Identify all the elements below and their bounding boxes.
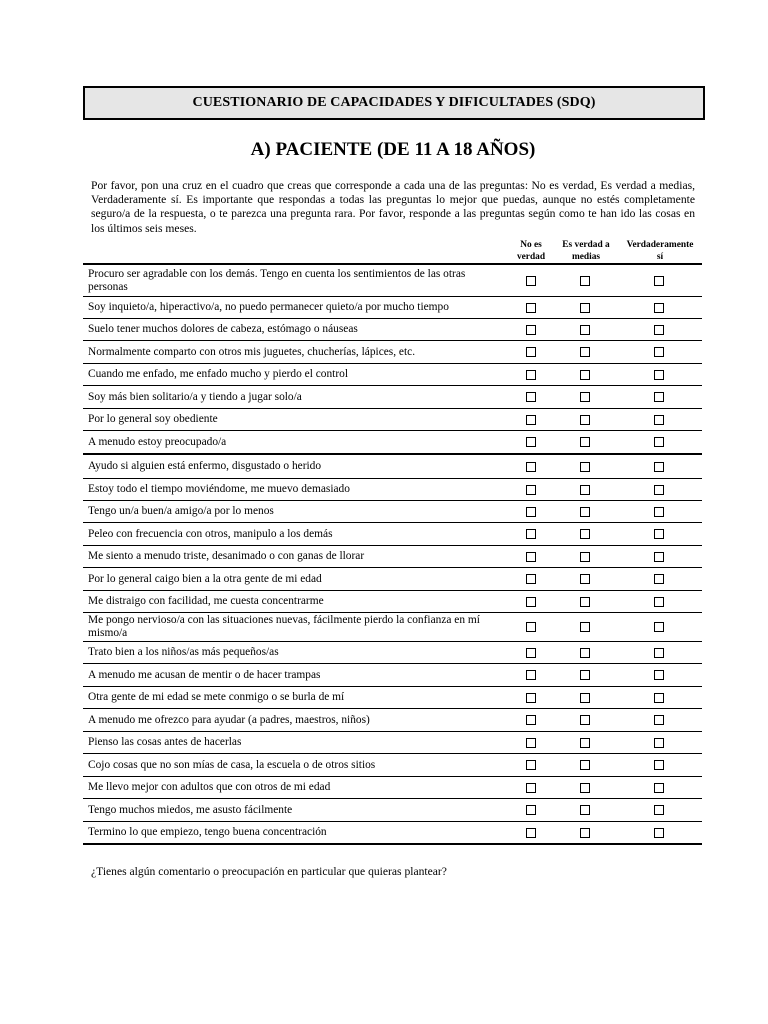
verdaderamente-si-checkbox[interactable] [654, 462, 664, 472]
no-es-verdad-checkbox[interactable] [526, 437, 536, 447]
no-es-verdad-checkbox[interactable] [526, 415, 536, 425]
es-verdad-a-medias-checkbox[interactable] [580, 303, 590, 313]
es-verdad-a-medias-checkbox[interactable] [580, 574, 590, 584]
question-text: Me siento a menudo triste, desanimado o con ganas de llorar [88, 550, 365, 563]
question-row [83, 500, 702, 522]
question-row [83, 753, 702, 776]
question-row [83, 385, 702, 408]
column-header-no-es-verdad-line1: No es [520, 240, 542, 250]
questions-table [83, 263, 702, 845]
question-text: Por lo general caigo bien a la otra gente de mi edad [88, 572, 322, 585]
es-verdad-a-medias-checkbox[interactable] [580, 529, 590, 539]
es-verdad-a-medias-checkbox[interactable] [580, 552, 590, 562]
question-text: Normalmente comparto con otros mis juguetes, chucherías, lápices, etc. [88, 345, 416, 358]
verdaderamente-si-checkbox[interactable] [654, 670, 664, 680]
no-es-verdad-checkbox[interactable] [526, 370, 536, 380]
instructions-text: Por favor, pon una cruz en el cuadro que creas que corresponde a cada una de las preguntas: No es verdad, Es verdad a medias, Verdaderamente sí. Es importante que respondas a todas las preguntas lo mejor que puedas, aunque no estés completamente seguro/a de la respuesta, o te parezca una pregunta rara. Por favor, responde a las preguntas según como te han ido las cosas en los últimos seis meses. [91, 179, 695, 235]
no-es-verdad-checkbox[interactable] [526, 738, 536, 748]
question-text: Me pongo nervioso/a con las situaciones nuevas, fácilmente pierdo la confianza en mí mismo/a [88, 614, 480, 639]
question-row [83, 776, 702, 798]
column-header-medias-line1: Es verdad a [562, 240, 610, 250]
es-verdad-a-medias-checkbox[interactable] [580, 597, 590, 607]
question-row [83, 708, 702, 731]
no-es-verdad-checkbox[interactable] [526, 760, 536, 770]
es-verdad-a-medias-checkbox[interactable] [580, 507, 590, 517]
question-text: A menudo me acusan de mentir o de hacer trampas [88, 668, 321, 681]
es-verdad-a-medias-checkbox[interactable] [580, 805, 590, 815]
question-text: Soy más bien solitario/a y tiendo a jugar solo/a [88, 390, 302, 403]
column-header-no-es-verdad [508, 240, 554, 263]
question-row [83, 731, 702, 753]
verdaderamente-si-checkbox[interactable] [654, 622, 664, 632]
no-es-verdad-checkbox[interactable] [526, 507, 536, 517]
es-verdad-a-medias-checkbox[interactable] [580, 462, 590, 472]
question-text: A menudo me ofrezco para ayudar (a padres, maestros, niños) [88, 713, 370, 726]
es-verdad-a-medias-checkbox[interactable] [580, 325, 590, 335]
verdaderamente-si-checkbox[interactable] [654, 392, 664, 402]
column-header-verdaderamente-line2: sí [656, 251, 664, 262]
question-row [83, 821, 702, 843]
question-text: Procuro ser agradable con los demás. Tengo en cuenta los sentimientos de las otras personas [88, 267, 466, 293]
verdaderamente-si-checkbox[interactable] [654, 574, 664, 584]
no-es-verdad-checkbox[interactable] [526, 693, 536, 703]
question-text: Cuando me enfado, me enfado mucho y pierdo el control [88, 368, 349, 381]
question-text: Ayudo si alguien está enfermo, disgustado o herido [88, 460, 322, 473]
no-es-verdad-checkbox[interactable] [526, 574, 536, 584]
verdaderamente-si-checkbox[interactable] [654, 828, 664, 838]
question-text: Peleo con frecuencia con otros, manipulo a los demás [88, 527, 333, 540]
no-es-verdad-checkbox[interactable] [526, 622, 536, 632]
es-verdad-a-medias-checkbox[interactable] [580, 415, 590, 425]
no-es-verdad-checkbox[interactable] [526, 529, 536, 539]
verdaderamente-si-checkbox[interactable] [654, 437, 664, 447]
es-verdad-a-medias-checkbox[interactable] [580, 670, 590, 680]
question-row [83, 453, 702, 478]
question-text: Cojo cosas que no son mías de casa, la escuela o de otros sitios [88, 758, 376, 771]
es-verdad-a-medias-checkbox[interactable] [580, 276, 590, 286]
question-row [83, 590, 702, 612]
es-verdad-a-medias-checkbox[interactable] [580, 693, 590, 703]
comment-prompt: ¿Tienes algún comentario o preocupación en particular que quieras plantear? [91, 865, 447, 878]
no-es-verdad-checkbox[interactable] [526, 303, 536, 313]
question-text: Tengo muchos miedos, me asusto fácilmente [88, 803, 293, 816]
question-row [83, 522, 702, 545]
question-text: Termino lo que empiezo, tengo buena concentración [88, 826, 327, 839]
verdaderamente-si-checkbox[interactable] [654, 303, 664, 313]
no-es-verdad-checkbox[interactable] [526, 783, 536, 793]
verdaderamente-si-checkbox[interactable] [654, 805, 664, 815]
no-es-verdad-checkbox[interactable] [526, 597, 536, 607]
question-row [83, 798, 702, 821]
verdaderamente-si-checkbox[interactable] [654, 370, 664, 380]
question-text: Otra gente de mi edad se mete conmigo o se burla de mí [88, 691, 345, 704]
verdaderamente-si-checkbox[interactable] [654, 597, 664, 607]
no-es-verdad-checkbox[interactable] [526, 805, 536, 815]
es-verdad-a-medias-checkbox[interactable] [580, 648, 590, 658]
no-es-verdad-checkbox[interactable] [526, 392, 536, 402]
verdaderamente-si-checkbox[interactable] [654, 693, 664, 703]
question-row [83, 430, 702, 453]
question-row [83, 663, 702, 686]
es-verdad-a-medias-checkbox[interactable] [580, 715, 590, 725]
es-verdad-a-medias-checkbox[interactable] [580, 783, 590, 793]
no-es-verdad-checkbox[interactable] [526, 715, 536, 725]
es-verdad-a-medias-checkbox[interactable] [580, 392, 590, 402]
column-header-verdaderamente-line1: Verdaderamente [626, 240, 694, 250]
question-text: Me distraigo con facilidad, me cuesta concentrarme [88, 595, 324, 608]
es-verdad-a-medias-checkbox[interactable] [580, 622, 590, 632]
question-text: Por lo general soy obediente [88, 413, 218, 426]
verdaderamente-si-checkbox[interactable] [654, 715, 664, 725]
verdaderamente-si-checkbox[interactable] [654, 529, 664, 539]
no-es-verdad-checkbox[interactable] [526, 648, 536, 658]
verdaderamente-si-checkbox[interactable] [654, 552, 664, 562]
question-row [83, 567, 702, 590]
no-es-verdad-checkbox[interactable] [526, 552, 536, 562]
no-es-verdad-checkbox[interactable] [526, 670, 536, 680]
question-row [83, 612, 702, 641]
es-verdad-a-medias-checkbox[interactable] [580, 370, 590, 380]
verdaderamente-si-checkbox[interactable] [654, 507, 664, 517]
question-row [83, 545, 702, 567]
verdaderamente-si-checkbox[interactable] [654, 783, 664, 793]
question-row [83, 478, 702, 500]
es-verdad-a-medias-checkbox[interactable] [580, 828, 590, 838]
questionnaire-title: CUESTIONARIO DE CAPACIDADES Y DIFICULTADES (SDQ) [192, 95, 596, 110]
question-text: Suelo tener muchos dolores de cabeza, estómago o náuseas [88, 323, 358, 336]
question-row [83, 265, 702, 296]
verdaderamente-si-checkbox[interactable] [654, 760, 664, 770]
no-es-verdad-checkbox[interactable] [526, 828, 536, 838]
es-verdad-a-medias-checkbox[interactable] [580, 437, 590, 447]
column-header-no-es-verdad-line2: verdad [516, 251, 546, 262]
section-title: A) PACIENTE (DE 11 A 18 AÑOS) [250, 139, 536, 160]
no-es-verdad-checkbox[interactable] [526, 462, 536, 472]
verdaderamente-si-checkbox[interactable] [654, 347, 664, 357]
question-row [83, 296, 702, 318]
column-header-medias-line2: medias [571, 251, 601, 262]
es-verdad-a-medias-checkbox[interactable] [580, 760, 590, 770]
question-text: Trato bien a los niños/as más pequeños/as [88, 646, 279, 659]
question-row [83, 686, 702, 708]
no-es-verdad-checkbox[interactable] [526, 485, 536, 495]
question-text: Me llevo mejor con adultos que con otros de mi edad [88, 781, 331, 794]
question-row [83, 363, 702, 385]
question-row [83, 340, 702, 363]
no-es-verdad-checkbox[interactable] [526, 325, 536, 335]
question-text: Pienso las cosas antes de hacerlas [88, 736, 242, 749]
question-row [83, 318, 702, 340]
question-row [83, 641, 702, 663]
es-verdad-a-medias-checkbox[interactable] [580, 485, 590, 495]
verdaderamente-si-checkbox[interactable] [654, 325, 664, 335]
verdaderamente-si-checkbox[interactable] [654, 485, 664, 495]
questionnaire-title-box [83, 86, 705, 120]
no-es-verdad-checkbox[interactable] [526, 276, 536, 286]
verdaderamente-si-checkbox[interactable] [654, 276, 664, 286]
column-header-es-verdad-a-medias [558, 240, 614, 263]
es-verdad-a-medias-checkbox[interactable] [580, 347, 590, 357]
verdaderamente-si-checkbox[interactable] [654, 415, 664, 425]
question-text: Soy inquieto/a, hiperactivo/a, no puedo permanecer quieto/a por mucho tiempo [88, 301, 449, 314]
column-header-verdaderamente-si [620, 240, 700, 263]
no-es-verdad-checkbox[interactable] [526, 347, 536, 357]
question-row [83, 408, 702, 430]
question-text: Estoy todo el tiempo moviéndome, me muevo demasiado [88, 483, 350, 496]
question-text: A menudo estoy preocupado/a [88, 435, 227, 448]
verdaderamente-si-checkbox[interactable] [654, 738, 664, 748]
verdaderamente-si-checkbox[interactable] [654, 648, 664, 658]
question-text: Tengo un/a buen/a amigo/a por lo menos [88, 505, 274, 518]
es-verdad-a-medias-checkbox[interactable] [580, 738, 590, 748]
